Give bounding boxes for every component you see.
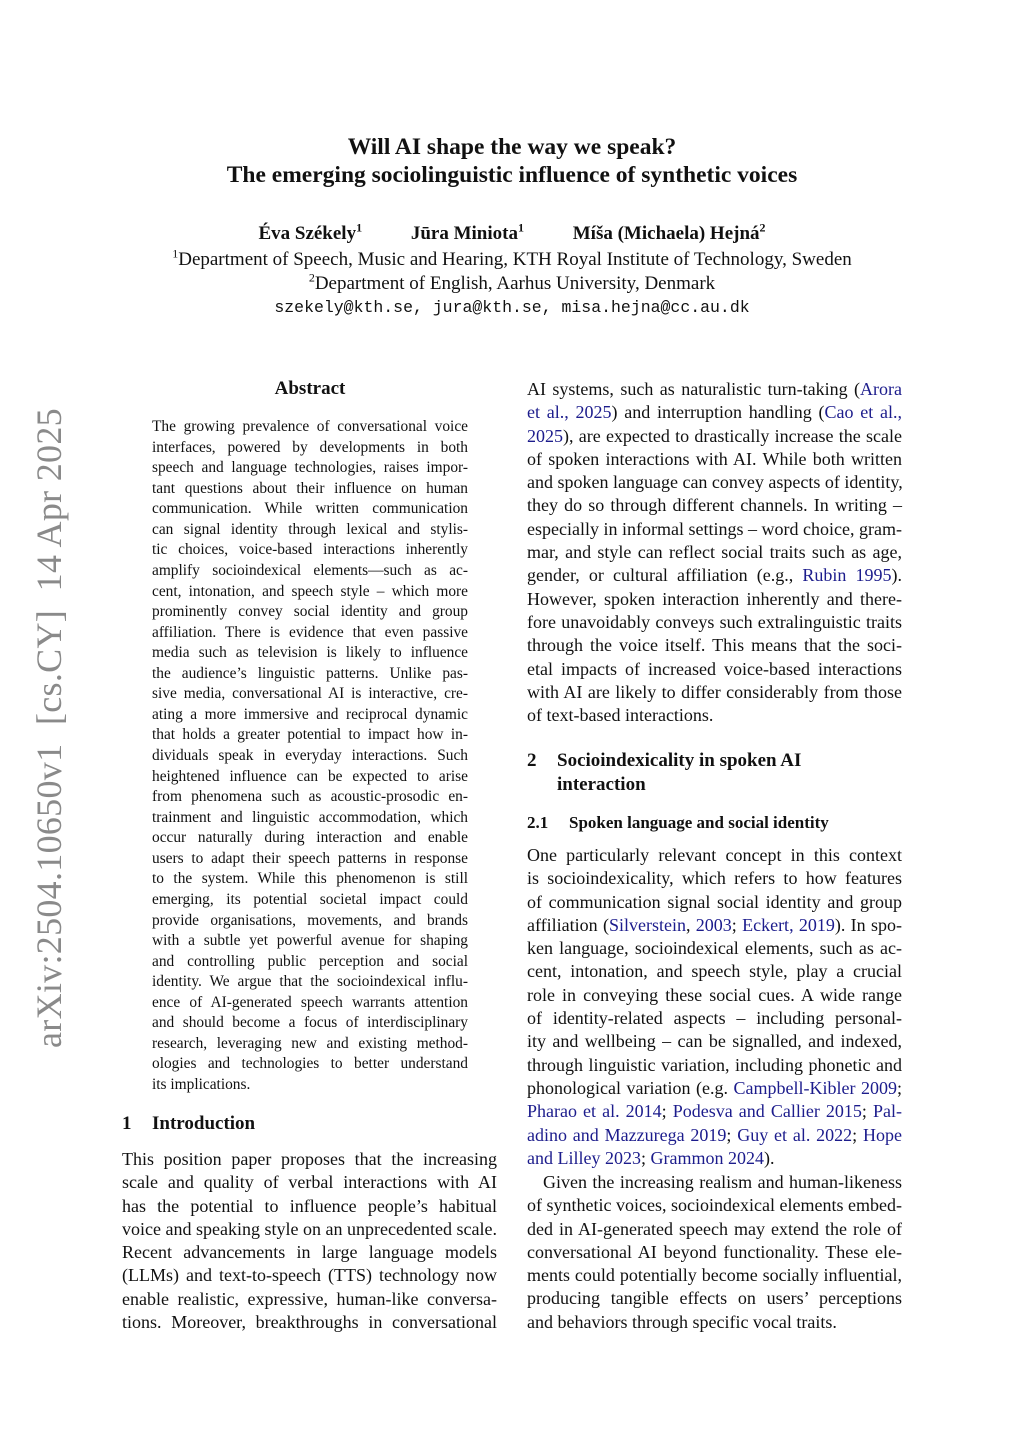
text-line [527,611,902,634]
abstract-body [152,417,468,1096]
text-line [527,1100,902,1123]
text-segment: The growing prevalence of conversational voice [152,418,468,435]
text-line [527,1311,902,1334]
section-2-heading: 2 Socioindexicality in spoken AI interaction [527,750,802,795]
text-segment: etal impacts of increased voice-based interactions [527,658,902,679]
text-line [122,1171,497,1194]
text-line [527,1124,902,1147]
paper-title-line1: Will AI shape the way we speak? [347,134,677,160]
text-segment: gender, or cultural affiliation (e.g., [527,565,803,586]
text-segment: ). [891,565,902,586]
text-segment: can signal identity through lexical and stylis- [152,520,468,538]
author-list [0,220,1024,245]
text-segment: its implications. [152,1076,251,1093]
text-segment: (LLMs) and text-to-speech (TTS) technology now [122,1265,497,1286]
text-segment: , [685,914,696,935]
text-segment: through linguistic variation, including phonetic and [527,1054,902,1075]
text-segment: they do so through different channels. In writing – [527,495,902,516]
text-line [527,704,902,727]
abstract-heading: Abstract [274,378,346,399]
text-line [527,1287,902,1310]
text-line [152,787,468,808]
text-line [152,993,468,1014]
text-segment: communication. While written communication [152,500,468,518]
text-line [527,588,902,611]
right-column-paragraph-1 [527,378,902,727]
text-segment: ded in AI-generated speech may extend the role of [527,1218,902,1239]
text-line [527,984,902,1007]
text-segment: with AI are likely to differ considerably from those [527,681,902,702]
text-segment: sive media, conversational AI is interactive, cre- [152,685,468,703]
text-segment: affiliation ( [527,914,609,935]
text-segment: to the system. While this phenomenon is still [152,870,468,888]
subsection-2-1-paragraph-2 [527,1171,902,1334]
text-segment: phonological variation (e.g. [527,1077,734,1098]
text-line [152,1054,468,1075]
text-segment: research, leveraging new and existing method- [152,1034,468,1052]
text-segment: ; [661,1101,673,1122]
text-segment: One particularly relevant concept in this context [527,845,902,865]
text-segment: provide organisations, movements, and brands [152,911,468,929]
text-line [152,643,468,664]
text-segment: mar, and style can reflect social traits such as age, [527,542,902,563]
text-segment: through the voice itself. This means that the soci- [527,635,902,656]
text-line [152,438,468,459]
text-segment: ), are expected to drastically increase the scale [563,425,902,446]
text-segment: users to adapt their speech patterns in response [152,849,468,867]
citation-link[interactable]: Pharao et al. 2014 [527,1101,662,1122]
text-line [152,664,468,685]
text-segment: ; [896,1077,902,1098]
text-segment: ken language, socioindexical elements, such as ac- [527,938,902,959]
text-line [122,1218,497,1241]
text-line [152,499,468,520]
citation-link[interactable]: Cao et al., [824,402,902,423]
text-line [152,417,468,438]
text-line [152,972,468,993]
text-line [152,582,468,603]
citation-link[interactable]: et al., 2025 [527,402,612,423]
text-segment: However, spoken interaction inherently and there- [527,588,902,609]
author: Jūra Miniota$^1$ [410,220,524,244]
citation-link[interactable]: Rubin 1995 [802,565,892,586]
text-segment: and controlling public perception and social [152,952,468,970]
affiliation-2: $^2$Department of English, Aarhus University, Denmark [308,270,716,294]
text-segment: ; [852,1124,863,1145]
text-line [152,911,468,932]
text-segment: occur naturally during interaction and enable [152,829,468,847]
text-line [122,1288,497,1311]
text-segment: trainment and linguistic accommodation, which [152,808,468,826]
text-segment: speech and language technologies, raises impor- [152,459,468,477]
text-line [152,828,468,849]
text-segment: ologies and technologies to better understand [152,1055,468,1073]
text-line [152,808,468,829]
text-line [527,1218,902,1241]
citation-link[interactable]: Grammon 2024 [650,1147,764,1168]
text-segment: and spoken language can convey aspects of identity, [527,472,903,493]
text-line [152,725,468,746]
text-segment: of communication signal social identity and group [527,891,902,912]
text-segment: especially in informal settings – word choice, gram- [527,518,902,539]
text-segment: emerging, its potential societal impact could [152,890,468,908]
section-1-heading: 1 Introduction [122,1113,256,1134]
text-segment: has the potential to influence people’s habitual [122,1195,497,1216]
text-line [527,891,902,914]
text-line [152,869,468,890]
affiliation-1: $^1$Department of Speech, Music and Hearing, KTH Royal Institute of Technology, Sweden [172,246,852,270]
text-line [152,746,468,767]
text-line [152,705,468,726]
text-line [527,658,902,681]
text-line [152,1034,468,1055]
text-line [527,1147,902,1170]
text-line [527,541,902,564]
text-segment: ; [861,1101,873,1122]
text-segment: interfaces, powered by developments in both [152,438,468,456]
text-segment: ating a more immersive and reciprocal dynamic [152,705,468,723]
text-line [527,960,902,983]
text-line [152,540,468,561]
citation-link[interactable]: Pal- [873,1101,902,1122]
text-segment: tions. Moreover, breakthroughs in conversational [122,1312,497,1333]
text-line [527,1264,902,1287]
paper-title-line2: The emerging sociolinguistic influence of synthetic voices [226,162,798,188]
text-segment: role in conveying these social cues. A wide range [527,984,902,1005]
text-line [527,471,902,494]
text-segment: the audience’s linguistic patterns. Unlike pas- [152,664,468,682]
text-line [152,1075,468,1096]
text-segment: cent, intonation, and speech style – which more [152,582,468,600]
text-line [122,1195,497,1218]
text-segment: heightened influence can be expected to arise [152,767,468,785]
text-line [527,867,902,890]
text-segment: Given the increasing realism and human-likeness [543,1172,902,1192]
text-line [527,1077,902,1100]
text-segment: amplify socioindexical elements—such as ac- [152,561,468,579]
arxiv-sidebar-stamp: arXiv:2504.10650v1 [cs.CY] 14 Apr 2025 [29,408,69,1048]
text-line [122,1148,497,1171]
citation-link[interactable]: Campbell-Kibler 2009 [733,1077,897,1098]
text-line [527,518,902,541]
text-line [122,1264,497,1287]
text-segment: scale and quality of verbal interactions with AI [122,1172,497,1193]
text-line [527,1194,902,1217]
text-segment: dividuals speak in everyday interactions. Such [152,747,468,764]
text-line [527,564,902,587]
text-segment: enable realistic, expressive, human-like conversa- [122,1288,497,1309]
text-line [152,890,468,911]
text-line [527,681,902,704]
text-segment: producing tangible effects on users’ perceptions [527,1288,902,1309]
text-segment: fore unavoidably conveys such extralinguistic traits [527,611,902,632]
text-segment: ). In spo- [834,914,902,935]
citation-link[interactable]: Hope [862,1124,902,1145]
text-segment: and behaviors through specific vocal traits. [527,1311,837,1332]
citation-link[interactable]: and Lilley 2023 [527,1147,641,1168]
citation-link[interactable]: Eckert, 2019 [742,914,835,935]
text-segment: ; [640,1147,651,1168]
text-line [152,767,468,788]
text-segment: with a subtle yet powerful avenue for shaping [152,932,468,950]
text-line [152,479,468,500]
text-line [527,1007,902,1030]
subsection-2-1-heading: 2.1 Spoken language and social identity [527,813,829,832]
text-line [152,458,468,479]
text-line [527,425,902,448]
text-segment: ity and wellbeing – can be signalled, and indexed, [527,1031,902,1052]
citation-link[interactable]: 2003 [695,914,732,935]
text-line [152,684,468,705]
citation-link[interactable]: Arora [860,379,902,399]
text-line [527,401,902,424]
text-segment: is socioindexicality, which refers to how features [527,868,902,889]
text-line [527,378,902,401]
citation-link[interactable]: Podesva and Callier 2015 [672,1101,862,1122]
text-line [152,849,468,870]
text-segment: conversational AI beyond functionality. These ele- [527,1241,902,1262]
text-line [152,931,468,952]
text-line [152,952,468,973]
author: Éva Székely$^1$ [258,220,363,244]
text-segment: ) and interruption handling ( [611,402,825,423]
text-segment: of text-based interactions. [527,705,714,726]
text-line [527,1241,902,1264]
citation-link[interactable]: adino and Mazzurega 2019 [527,1124,727,1145]
author-emails: szekely@kth.se, jura@kth.se, misa.hejna@cc.au.dk [274,298,750,317]
text-segment: of identity-related aspects – including personal- [527,1008,902,1029]
text-line [527,1054,902,1077]
text-line [152,602,468,623]
text-line [122,1311,497,1334]
text-line [152,1013,468,1034]
text-segment: prominently convey social identity and group [152,603,468,621]
text-segment: cent, intonation, and speech style, play a crucial [527,961,902,982]
text-segment: AI systems, such as naturalistic turn-taking ( [527,379,861,399]
text-line [527,494,902,517]
introduction-paragraph [122,1148,497,1334]
text-segment: identity. We argue that the socioindexical influ- [152,973,468,991]
text-line [527,1030,902,1053]
text-segment: from phenomena such as acoustic-prosodic en- [152,788,468,806]
text-line [152,623,468,644]
text-segment: ; [731,914,743,935]
text-segment: and should become a focus of interdisciplinary [152,1014,468,1032]
text-segment: that holds a greater potential to impact how in- [152,726,468,744]
text-segment: voice and speaking style on an unprecedented scale. [122,1218,497,1239]
text-line [527,448,902,471]
text-segment: affiliation. There is evidence that even passive [152,623,468,641]
text-segment: ). [763,1147,775,1168]
text-line [152,561,468,582]
text-line [527,937,902,960]
text-line [527,844,902,867]
text-line [122,1241,497,1264]
text-line [152,520,468,541]
text-segment: ; [726,1124,738,1145]
citation-link[interactable]: 2025 [527,425,563,446]
subsection-2-1-paragraph-1 [527,844,902,1170]
text-line [527,634,902,657]
text-segment: tic choices, voice-based interactions inherently [152,541,468,559]
text-segment: media such as television is likely to influence [152,644,468,662]
citation-link[interactable]: Silverstein [608,914,686,935]
text-segment: This position paper proposes that the increasing [122,1149,497,1169]
text-segment: ments could potentially become socially influential, [527,1265,902,1286]
text-segment: Recent advancements in large language models [122,1242,497,1263]
text-line [527,1171,902,1194]
text-segment: of spoken interactions with AI. While both written [527,448,902,469]
text-segment: tant questions about their influence on human [152,479,468,497]
author: Míša (Michaela) Hejná$^2$ [572,220,766,244]
text-segment: of synthetic voices, socioindexical elements embed- [527,1195,902,1216]
citation-link[interactable]: Guy et al. 2022 [737,1124,853,1145]
text-line [527,914,902,937]
text-segment: ence of AI-generated speech warrants attention [152,993,468,1011]
